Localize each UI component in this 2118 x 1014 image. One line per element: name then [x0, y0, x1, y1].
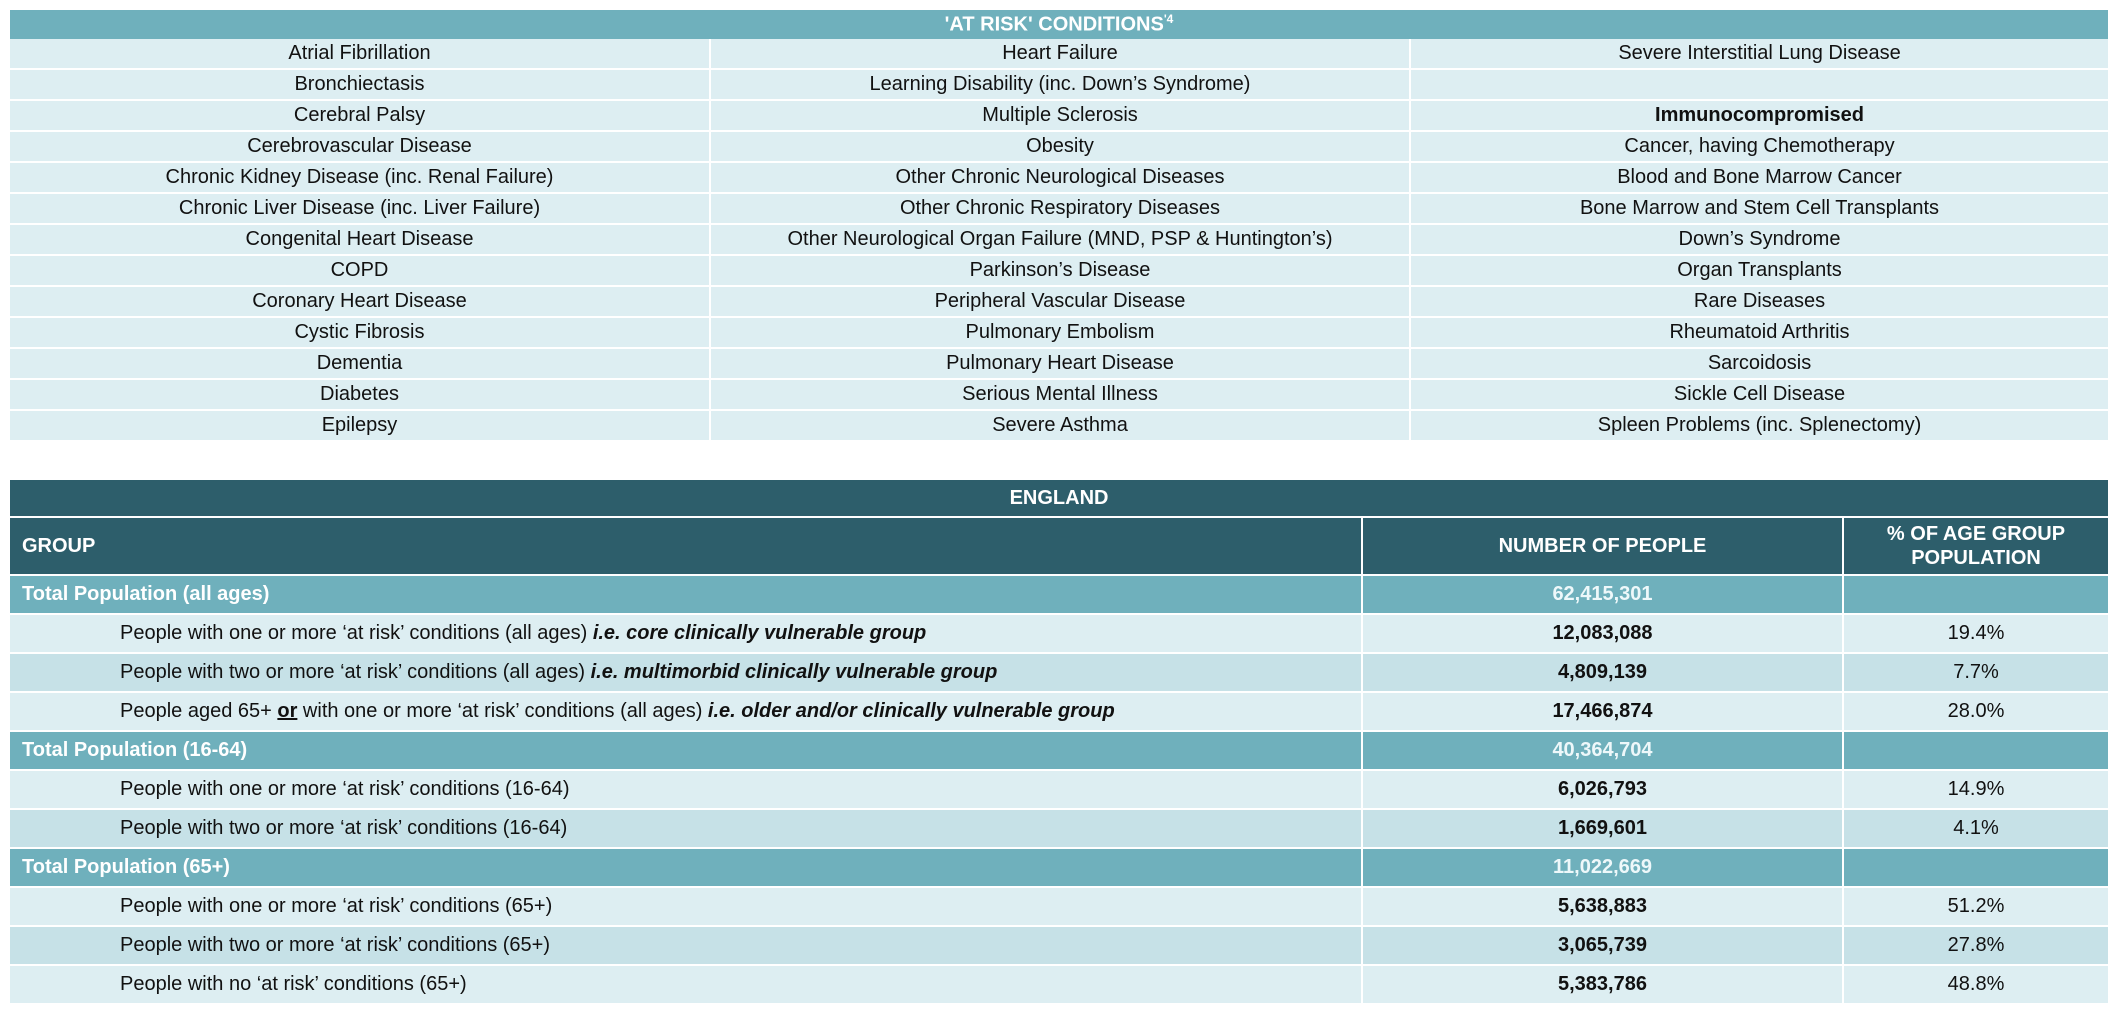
- percent-of-age-group: [1843, 848, 2108, 887]
- table-row: [10, 965, 2108, 1004]
- number-of-people: 3,065,739: [1362, 926, 1843, 965]
- condition-cell: Rare Diseases: [1410, 286, 2108, 317]
- condition-cell: Cystic Fibrosis: [10, 317, 710, 348]
- condition-cell: Other Chronic Respiratory Diseases: [710, 193, 1410, 224]
- percent-of-age-group: [1843, 731, 2108, 770]
- condition-cell: Bone Marrow and Stem Cell Transplants: [1410, 193, 2108, 224]
- number-of-people: 17,466,874: [1362, 692, 1843, 731]
- condition-row: [10, 39, 2108, 69]
- percent-of-age-group: 4.1%: [1843, 809, 2108, 848]
- group-label: People aged 65+ or with one or more ‘at risk’ conditions (all ages) i.e. older and/or clinically vulnerable group: [10, 692, 1362, 731]
- condition-cell: [1410, 69, 2108, 100]
- condition-cell: Sickle Cell Disease: [1410, 379, 2108, 410]
- condition-row: [10, 286, 2108, 317]
- condition-cell: Blood and Bone Marrow Cancer: [1410, 162, 2108, 193]
- condition-cell: Learning Disability (inc. Down’s Syndrome): [710, 69, 1410, 100]
- condition-cell: Congenital Heart Disease: [10, 224, 710, 255]
- condition-cell: Pulmonary Embolism: [710, 317, 1410, 348]
- condition-cell: Other Neurological Organ Failure (MND, PSP & Huntington’s): [710, 224, 1410, 255]
- condition-row: [10, 317, 2108, 348]
- condition-cell: Cerebral Palsy: [10, 100, 710, 131]
- condition-row: [10, 193, 2108, 224]
- total-population-row: [10, 731, 2108, 770]
- england-table-title: ENGLAND: [10, 480, 2108, 517]
- england-population-table: [10, 480, 2108, 1005]
- condition-row: [10, 100, 2108, 131]
- condition-cell: Severe Asthma: [710, 410, 1410, 441]
- condition-cell: Peripheral Vascular Disease: [710, 286, 1410, 317]
- at-risk-conditions-table: [10, 10, 2108, 442]
- total-population-row: [10, 848, 2108, 887]
- percent-of-age-group: 14.9%: [1843, 770, 2108, 809]
- column-header-group: GROUP: [10, 517, 1362, 575]
- condition-cell: Cancer, having Chemotherapy: [1410, 131, 2108, 162]
- number-of-people: 62,415,301: [1362, 575, 1843, 614]
- condition-cell: Sarcoidosis: [1410, 348, 2108, 379]
- condition-cell: Serious Mental Illness: [710, 379, 1410, 410]
- condition-cell: Multiple Sclerosis: [710, 100, 1410, 131]
- number-of-people: 5,383,786: [1362, 965, 1843, 1004]
- condition-cell: Obesity: [710, 131, 1410, 162]
- group-label: Total Population (16-64): [10, 731, 1362, 770]
- percent-of-age-group: 7.7%: [1843, 653, 2108, 692]
- group-label: People with two or more ‘at risk’ conditions (16-64): [10, 809, 1362, 848]
- condition-row: [10, 131, 2108, 162]
- table-row: [10, 692, 2108, 731]
- condition-row: [10, 162, 2108, 193]
- number-of-people: 1,669,601: [1362, 809, 1843, 848]
- group-label: People with two or more ‘at risk’ conditions (65+): [10, 926, 1362, 965]
- number-of-people: 12,083,088: [1362, 614, 1843, 653]
- condition-cell: Cerebrovascular Disease: [10, 131, 710, 162]
- group-label: Total Population (all ages): [10, 575, 1362, 614]
- condition-cell: COPD: [10, 255, 710, 286]
- condition-row: [10, 348, 2108, 379]
- table-row: [10, 770, 2108, 809]
- condition-row: [10, 379, 2108, 410]
- at-risk-table-title: 'AT RISK' $CONDITIONS^{'4}$: [10, 10, 2108, 39]
- condition-cell: Immunocompromised: [1410, 100, 2108, 131]
- number-of-people: 4,809,139: [1362, 653, 1843, 692]
- condition-cell: Heart Failure: [710, 39, 1410, 69]
- column-header-number-of-people: NUMBER OF PEOPLE: [1362, 517, 1843, 575]
- number-of-people: 40,364,704: [1362, 731, 1843, 770]
- column-header-percent-of-age-group: % OF AGE GROUP POPULATION: [1843, 517, 2108, 575]
- number-of-people: 5,638,883: [1362, 887, 1843, 926]
- condition-cell: Epilepsy: [10, 410, 710, 441]
- condition-cell: Diabetes: [10, 379, 710, 410]
- condition-cell: Dementia: [10, 348, 710, 379]
- total-population-row: [10, 575, 2108, 614]
- condition-cell: Other Chronic Neurological Diseases: [710, 162, 1410, 193]
- condition-cell: Down’s Syndrome: [1410, 224, 2108, 255]
- table-row: [10, 926, 2108, 965]
- condition-cell: Chronic Kidney Disease (inc. Renal Failure): [10, 162, 710, 193]
- condition-cell: Coronary Heart Disease: [10, 286, 710, 317]
- group-label: Total Population (65+): [10, 848, 1362, 887]
- condition-cell: Severe Interstitial Lung Disease: [1410, 39, 2108, 69]
- group-label: People with one or more ‘at risk’ conditions (all ages) i.e. core clinically vulnerable group: [10, 614, 1362, 653]
- condition-cell: Rheumatoid Arthritis: [1410, 317, 2108, 348]
- percent-of-age-group: [1843, 575, 2108, 614]
- condition-row: [10, 69, 2108, 100]
- percent-of-age-group: 51.2%: [1843, 887, 2108, 926]
- condition-cell: Parkinson’s Disease: [710, 255, 1410, 286]
- group-label: People with one or more ‘at risk’ conditions (16-64): [10, 770, 1362, 809]
- condition-cell: Spleen Problems (inc. Splenectomy): [1410, 410, 2108, 441]
- percent-of-age-group: 27.8%: [1843, 926, 2108, 965]
- condition-cell: Organ Transplants: [1410, 255, 2108, 286]
- percent-of-age-group: 28.0%: [1843, 692, 2108, 731]
- group-label: People with one or more ‘at risk’ conditions (65+): [10, 887, 1362, 926]
- condition-cell: Pulmonary Heart Disease: [710, 348, 1410, 379]
- condition-cell: Bronchiectasis: [10, 69, 710, 100]
- percent-of-age-group: 48.8%: [1843, 965, 2108, 1004]
- table-row: [10, 809, 2108, 848]
- table-row: [10, 653, 2108, 692]
- percent-of-age-group: 19.4%: [1843, 614, 2108, 653]
- table-row: [10, 887, 2108, 926]
- condition-row: [10, 224, 2108, 255]
- condition-cell: Atrial Fibrillation: [10, 39, 710, 69]
- group-label: People with two or more ‘at risk’ conditions (all ages) i.e. multimorbid clinically vulnerable group: [10, 653, 1362, 692]
- condition-row: [10, 410, 2108, 441]
- group-label: People with no ‘at risk’ conditions (65+): [10, 965, 1362, 1004]
- condition-row: [10, 255, 2108, 286]
- number-of-people: 6,026,793: [1362, 770, 1843, 809]
- document: [10, 10, 2108, 1005]
- table-row: [10, 614, 2108, 653]
- number-of-people: 11,022,669: [1362, 848, 1843, 887]
- condition-cell: Chronic Liver Disease (inc. Liver Failure): [10, 193, 710, 224]
